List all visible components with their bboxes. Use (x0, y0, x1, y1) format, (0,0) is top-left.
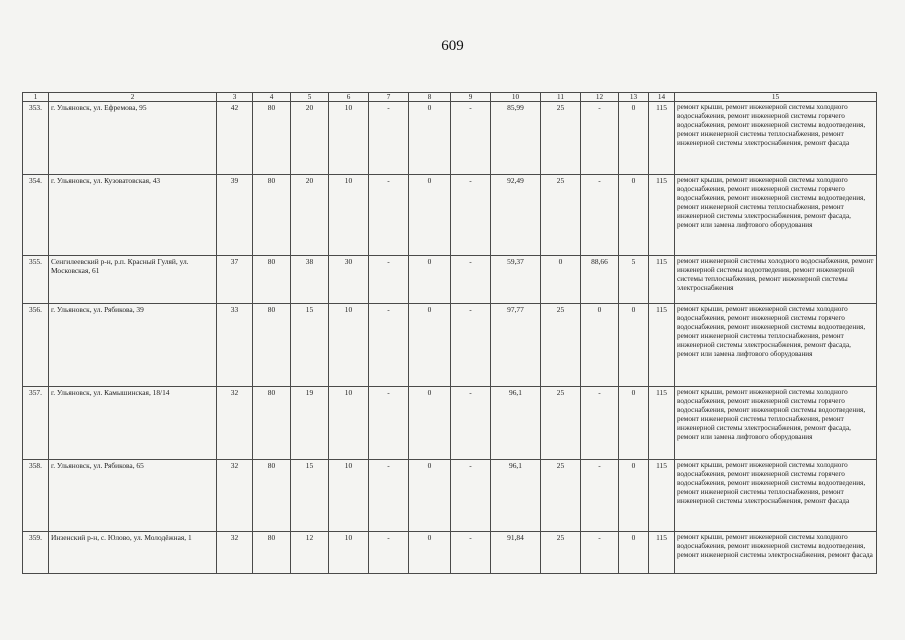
value-cell: - (369, 304, 409, 387)
value-cell: - (369, 175, 409, 256)
value-cell: 59,37 (491, 256, 541, 304)
value-cell: 25 (541, 304, 581, 387)
address-cell: г. Ульяновск, ул. Кузоватовская, 43 (49, 175, 217, 256)
address-cell: г. Ульяновск, ул. Рябикова, 39 (49, 304, 217, 387)
value-cell: 96,1 (491, 460, 541, 532)
table-row (23, 532, 877, 574)
works-cell: ремонт крыши, ремонт инженерной системы холодного водоснабжения, ремонт инженерной системы горячего водоснабжения, ремонт инженерной системы водоотведения, ремонт инженерной системы теплоснабжения, ремонт инженерной системы электроснабжения, ремонт фасада, ремонт или замена лифтового оборудования (675, 175, 877, 256)
value-cell: - (451, 387, 491, 460)
value-cell: 0 (619, 304, 649, 387)
value-cell: 115 (649, 175, 675, 256)
value-cell: 32 (217, 460, 253, 532)
value-cell: 85,99 (491, 102, 541, 175)
value-cell: 80 (253, 532, 291, 574)
row-number: 354. (23, 175, 49, 256)
row-number: 358. (23, 460, 49, 532)
value-cell: 92,49 (491, 175, 541, 256)
address-cell: Инзенский р-н, с. Юлово, ул. Молодёжная, 1 (49, 532, 217, 574)
works-cell: ремонт крыши, ремонт инженерной системы холодного водоснабжения, ремонт инженерной системы горячего водоснабжения, ремонт инженерной системы водоотведения, ремонт инженерной системы теплоснабжения, ремонт инженерной системы электроснабжения, ремонт фасада (675, 102, 877, 175)
value-cell: 32 (217, 387, 253, 460)
value-cell: 0 (409, 460, 451, 532)
value-cell: 0 (619, 175, 649, 256)
page-number: 609 (441, 38, 464, 54)
value-cell: 0 (409, 304, 451, 387)
address-cell: г. Ульяновск, ул. Рябикова, 65 (49, 460, 217, 532)
value-cell: - (451, 175, 491, 256)
works-cell: ремонт крыши, ремонт инженерной системы холодного водоснабжения, ремонт инженерной системы горячего водоснабжения, ремонт инженерной системы водоотведения, ремонт инженерной системы теплоснабжения, ремонт инженерной системы электроснабжения, ремонт фасада, ремонт или замена лифтового оборудования (675, 304, 877, 387)
table-row (23, 460, 877, 532)
value-cell: 42 (217, 102, 253, 175)
value-cell: 10 (329, 102, 369, 175)
value-cell: 0 (409, 102, 451, 175)
value-cell: - (581, 532, 619, 574)
table-row (23, 256, 877, 304)
value-cell: 0 (619, 532, 649, 574)
value-cell: 0 (409, 175, 451, 256)
value-cell: 39 (217, 175, 253, 256)
value-cell: 25 (541, 532, 581, 574)
column-header: 2 (49, 93, 217, 102)
value-cell: 0 (409, 256, 451, 304)
value-cell: 115 (649, 256, 675, 304)
column-header: 14 (649, 93, 675, 102)
value-cell: 80 (253, 304, 291, 387)
value-cell: 91,84 (491, 532, 541, 574)
value-cell: - (451, 460, 491, 532)
column-header: 3 (217, 93, 253, 102)
column-header: 5 (291, 93, 329, 102)
value-cell: 30 (329, 256, 369, 304)
value-cell: 96,1 (491, 387, 541, 460)
value-cell: 10 (329, 175, 369, 256)
value-cell: - (451, 532, 491, 574)
value-cell: 97,77 (491, 304, 541, 387)
address-cell: г. Ульяновск, ул. Ефремова, 95 (49, 102, 217, 175)
value-cell: 80 (253, 175, 291, 256)
column-header-row (23, 93, 877, 102)
address-cell: г. Ульяновск, ул. Камышинская, 18/14 (49, 387, 217, 460)
row-number: 356. (23, 304, 49, 387)
value-cell: 80 (253, 387, 291, 460)
column-header: 7 (369, 93, 409, 102)
value-cell: - (581, 102, 619, 175)
value-cell: - (369, 532, 409, 574)
works-cell: ремонт инженерной системы холодного водоснабжения, ремонт инженерной системы водоотведения, ремонт инженерной системы теплоснабжения, ремонт инженерной системы электроснабжения (675, 256, 877, 304)
row-number: 359. (23, 532, 49, 574)
value-cell: 0 (619, 387, 649, 460)
value-cell: 12 (291, 532, 329, 574)
value-cell: - (581, 460, 619, 532)
table-row (23, 304, 877, 387)
table-row (23, 175, 877, 256)
value-cell: 10 (329, 304, 369, 387)
row-number: 355. (23, 256, 49, 304)
works-cell: ремонт крыши, ремонт инженерной системы холодного водоснабжения, ремонт инженерной системы горячего водоснабжения, ремонт инженерной системы водоотведения, ремонт инженерной системы теплоснабжения, ремонт инженерной системы электроснабжения, ремонт фасада, ремонт или замена лифтового оборудования (675, 387, 877, 460)
value-cell: 19 (291, 387, 329, 460)
column-header: 10 (491, 93, 541, 102)
value-cell: 115 (649, 532, 675, 574)
value-cell: 10 (329, 387, 369, 460)
value-cell: - (451, 102, 491, 175)
value-cell: 0 (409, 532, 451, 574)
value-cell: 10 (329, 460, 369, 532)
column-header: 13 (619, 93, 649, 102)
column-header: 15 (675, 93, 877, 102)
value-cell: - (581, 387, 619, 460)
value-cell: 0 (541, 256, 581, 304)
column-header: 11 (541, 93, 581, 102)
value-cell: 25 (541, 460, 581, 532)
value-cell: - (369, 387, 409, 460)
works-cell: ремонт крыши, ремонт инженерной системы холодного водоснабжения, ремонт инженерной системы горячего водоснабжения, ремонт инженерной системы водоотведения, ремонт инженерной системы теплоснабжения, ремонт инженерной системы электроснабжения, ремонт фасада (675, 460, 877, 532)
value-cell: 25 (541, 102, 581, 175)
value-cell: 5 (619, 256, 649, 304)
address-cell: Сенгилеевский р-н, р.п. Красный Гуляй, ул. Московская, 61 (49, 256, 217, 304)
value-cell: - (369, 102, 409, 175)
value-cell: - (369, 460, 409, 532)
value-cell: 15 (291, 460, 329, 532)
value-cell: 20 (291, 175, 329, 256)
value-cell: - (581, 175, 619, 256)
column-header: 4 (253, 93, 291, 102)
value-cell: 0 (581, 304, 619, 387)
table-row (23, 387, 877, 460)
column-header: 6 (329, 93, 369, 102)
value-cell: 15 (291, 304, 329, 387)
value-cell: - (451, 304, 491, 387)
column-header: 1 (23, 93, 49, 102)
value-cell: 0 (619, 460, 649, 532)
works-cell: ремонт крыши, ремонт инженерной системы холодного водоснабжения, ремонт инженерной системы водоотведения, ремонт инженерной системы электроснабжения, ремонт фасада (675, 532, 877, 574)
row-number: 357. (23, 387, 49, 460)
column-header: 12 (581, 93, 619, 102)
value-cell: 25 (541, 175, 581, 256)
repair-program-table (22, 92, 877, 574)
value-cell: 115 (649, 102, 675, 175)
value-cell: 37 (217, 256, 253, 304)
value-cell: 80 (253, 460, 291, 532)
value-cell: 10 (329, 532, 369, 574)
value-cell: 115 (649, 460, 675, 532)
column-header: 8 (409, 93, 451, 102)
value-cell: - (369, 256, 409, 304)
value-cell: 115 (649, 387, 675, 460)
value-cell: 88,66 (581, 256, 619, 304)
value-cell: 0 (619, 102, 649, 175)
value-cell: 32 (217, 532, 253, 574)
value-cell: 20 (291, 102, 329, 175)
value-cell: 33 (217, 304, 253, 387)
value-cell: 80 (253, 256, 291, 304)
value-cell: - (451, 256, 491, 304)
value-cell: 38 (291, 256, 329, 304)
value-cell: 80 (253, 102, 291, 175)
value-cell: 25 (541, 387, 581, 460)
row-number: 353. (23, 102, 49, 175)
value-cell: 0 (409, 387, 451, 460)
table-row (23, 102, 877, 175)
column-header: 9 (451, 93, 491, 102)
value-cell: 115 (649, 304, 675, 387)
